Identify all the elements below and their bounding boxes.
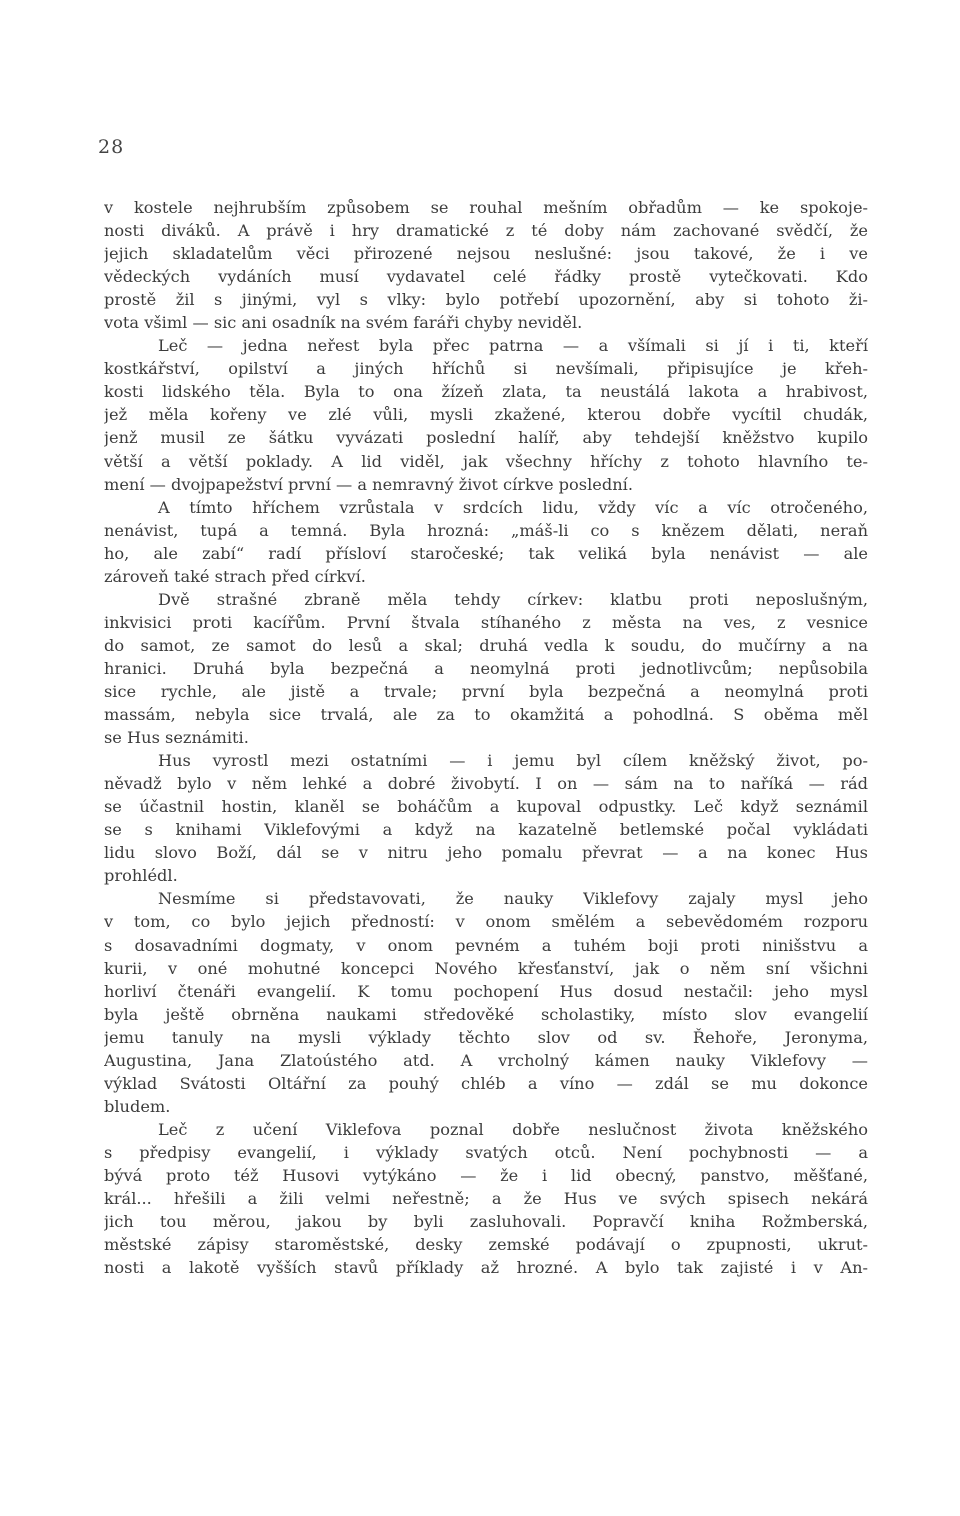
text-line: A tímto hříchem vzrůstala v srdcích lidu, vždy víc a víc otročeného, (158, 497, 868, 517)
text-line: hranici. Druhá byla bezpečná a neomylná proti jednotlivcům; nepůsobila (104, 658, 868, 678)
text-line: Leč — jedna neřest byla přec patrna — a všímali si jí i ti, kteří (158, 336, 868, 356)
text-line: král... hřešili a žili velmi neřestně; a že Hus ve svých spisech nekárá (104, 1189, 868, 1209)
text-line: Leč z učení Viklefova poznal dobře neslučnost života kněžského (158, 1119, 868, 1139)
text-line: byla ještě obrněna naukami středověké scholastiky, místo slov evangelií (104, 1004, 868, 1024)
text-line: se Hus seznámiti. (104, 728, 249, 748)
text-line: Nesmíme si představovati, že nauky Viklefovy zajaly mysl jeho (158, 889, 868, 909)
text-line: sice rychle, ale jistě a trvale; první byla bezpečná a neomylná proti (104, 681, 868, 701)
text-line: Hus vyrostl mezi ostatními — i jemu byl cílem kněžský život, po- (158, 751, 868, 771)
text-line: s předpisy evangelií, i výklady svatých otců. Není pochybnosti — a (104, 1142, 868, 1162)
text-line: bludem. (104, 1096, 171, 1116)
text-line: mení — dvojpapežství první — a nemravný život církve poslední. (104, 474, 633, 494)
text-line: městské zápisy staroměstské, desky zemské podávají o zpupnosti, ukrut- (104, 1235, 868, 1255)
text-line: s dosavadními dogmaty, v onom pevném a tuhém boji proti ninišstvu a (104, 935, 868, 955)
text-line: massám, nebyla sice trvalá, ale za to okamžitá a pohodlná. S oběma měl (104, 705, 868, 725)
text-line: v kostele nejhrubším způsobem se rouhal mešním obřadům — ke spokoje- (104, 198, 868, 217)
text-body (104, 196, 868, 1279)
text-line: vota všiml — sic ani osadník na svém faráři chyby neviděl. (104, 313, 583, 333)
text-line: jejich skladatelům věci přirozené nejsou neslušné: jsou takové, že i ve (104, 244, 868, 264)
page-number: 28 (98, 136, 125, 158)
text-line: horliví čtenáři evangelií. K tomu pochopení Hus dosud nestačil: jeho mysl (104, 981, 868, 1001)
text-line: něvadž bylo v něm lehké a dobré živobytí. I on — sám na to naříká — rád (104, 774, 868, 794)
text-line: zároveň také strach před církví. (104, 566, 366, 586)
text-line: lidu slovo Boží, dál se v nitru jeho pomalu převrat — a na konec Hus (104, 843, 868, 863)
text-line: větší a větší poklady. A lid viděl, jak všechny hříchy z tohoto hlavního te- (104, 451, 868, 471)
text-line: ho, ale zabí“ radí přísloví staročeské; tak veliká byla nenávist — ale (104, 543, 868, 563)
text-line: Augustina, Jana Zlatoústého atd. A vrcholný kámen nauky Viklefovy — (104, 1050, 868, 1070)
text-line: nenávist, tupá a temná. Byla hrozná: „máš-li co s knězem dělati, neraň (104, 520, 868, 540)
text-line: se s knihami Viklefovými a když na kazatelně betlemské počal vykládati (104, 820, 868, 840)
text-line: bývá proto též Husovi vytýkáno — že i lid obecný, panstvo, měšťané, (104, 1165, 868, 1185)
text-line: nosti diváků. A právě i hry dramatické z té doby nám zachované svědčí, že (104, 221, 868, 241)
text-line: jenž musil ze šátku vyvázati poslední halíř, aby tehdejší kněžstvo kupilo (104, 428, 868, 448)
text-line: v tom, co bylo jejich předností: v onom smělém a sebevědomém rozporu (104, 912, 868, 932)
text-line: prostě žil s jinými, vyl s vlky: bylo potřebí upozornění, aby si tohoto ži- (104, 290, 868, 310)
text-line: jemu tanuly na mysli výklady těchto slov od sv. Řehoře, Jeronyma, (104, 1027, 868, 1047)
text-line: kostkářství, opilství a jiných hříchů si nevšímali, připisujíce je křeh- (104, 359, 868, 379)
text-line: výklad Svátosti Oltářní za pouhý chléb a víno — zdál se mu dokonce (104, 1073, 868, 1093)
text-line: jich tou měrou, jakou by byli zasluhovali. Popravčí kniha Rožmberská, (104, 1212, 868, 1232)
text-line: kurii, v oné mohutné koncepci Nového křesťanství, jak o něm sní všichni (104, 958, 868, 978)
text-line: se účastnil hostin, klaněl se boháčům a kupoval odpustky. Leč když seznámil (104, 797, 868, 817)
text-line: kosti lidského těla. Byla to ona žízeň zlata, ta neustálá lakota a hrabivost, (104, 382, 868, 402)
text-line: vědeckých vydáních musí vydavatel celé řádky prostě vytečkovati. Kdo (104, 267, 868, 287)
text-line: do samot, ze samot do lesů a skal; druhá vedla k soudu, do mučírny a na (104, 635, 868, 655)
text-line: Dvě strašné zbraně měla tehdy církev: klatbu proti neposlušným, (158, 589, 868, 609)
text-line: jež měla kořeny ve zlé vůli, mysli zkažené, kterou dobře vycítil chudák, (104, 405, 868, 425)
text-line: prohlédl. (104, 866, 178, 886)
text-line: nosti a lakotě vyšších stavů příklady až hrozné. A bylo tak zajisté i v An- (104, 1258, 868, 1278)
text-line: inkvisici proti kacířům. První štvala stíhaného z města na ves, z vesnice (104, 612, 868, 632)
